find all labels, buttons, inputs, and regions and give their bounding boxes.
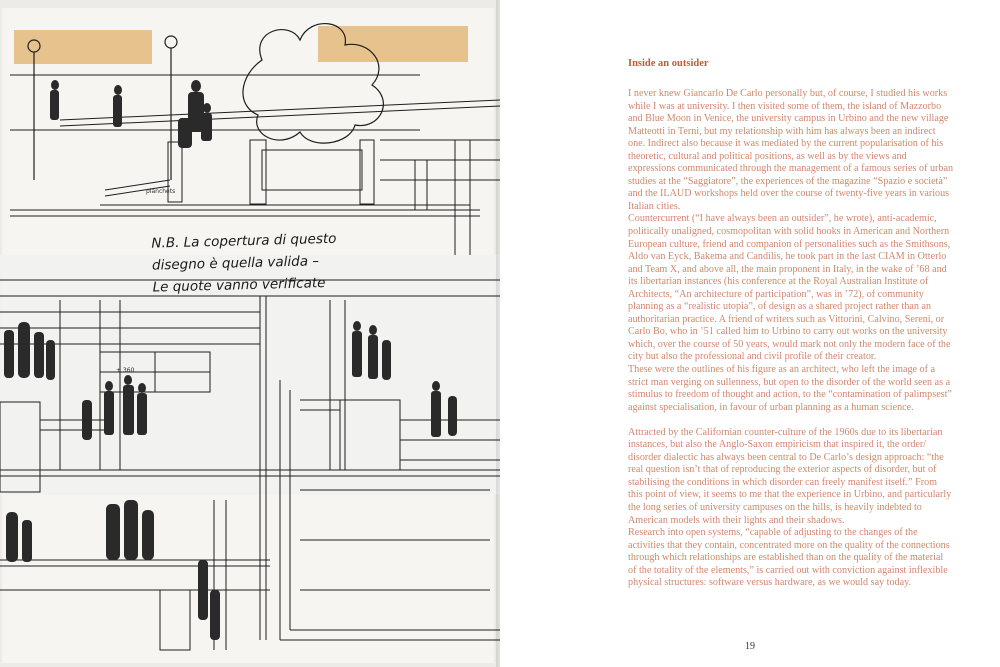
page-number: 19 <box>745 641 755 652</box>
handwritten-note <box>151 227 349 298</box>
note-line: disegno è quella valida – <box>151 253 320 274</box>
paragraph: These were the outlines of his figure as an architect, who left the image of a strict man verging on sullenness, but open to the disorder of the world seen as a stimulus to freedom of thought and action, to the “contamination of palimpsest” against specialisation, in favour of urban planning as a human science. <box>628 364 952 413</box>
note-line: Le quote vanno verificate <box>152 275 326 296</box>
sketch-label: planchets <box>146 188 176 195</box>
masking-tape <box>14 30 152 64</box>
paragraph: I never knew Giancarlo De Carlo personally but, of course, I studied his works while I was at university. I then visited some of them, the island of Mazzorbo and Blue Moon in Venice, the university campus in Urbino and the new village Matteotti in Terni, but my relationship with him has always been an indirect one. Indirect also because it was mediated by the current popularisation of his theoretic, cultural and political positions, as well as by the views and expressions communicated through the management of a famous series of urban studies at the “Saggiatore”, the experiences of the magazine “Spazio e società” and the ILAUD workshops held over the course of twenty-five years in various Italian cities. <box>628 88 954 212</box>
essay-body <box>628 88 954 590</box>
sketch-label: + 360 <box>116 367 135 374</box>
section-heading: Inside an outsider <box>628 58 709 69</box>
note-line: N.B. La copertura di questo <box>151 230 337 252</box>
right-page-text <box>500 0 1000 667</box>
paragraph: Research into open systems, “capable of adjusting to the changes of the activities that they contain, concentrated more on the quality of the connections through which relationships are established than on the quality of the material of the totality of the elements,” is carried out with conviction against inflexible physical structures: software versus hardware, as we would say today. <box>628 527 950 589</box>
masking-tape <box>318 26 468 62</box>
paragraph: Countercurrent (“I have always been an outsider”, he wrote), anti-academic, politically unaligned, cosmopolitan with solid hooks in American and Northern European culture, friend and companion of personalities such as the Smithsons, Aldo van Eyck, Bakema and Candilis, he took part in the last CIAM in Otterlo and Team X, and above all, the main proponent in Italy, in the wake of ’68 and its libertarian instances (his conference at the Royal Australian Institute of Architects, “An architecture of participation”, was in ’72), of community planning as a “realistic utopia”, of design as a shared project rather than an authoritarian practice. A friend of writers such as Vittorini, Calvino, Sereni, or Carlo Bo, who in ’51 called him to Urbino to carry out works on the university which, over the course of 50 years, would mark not only the modern face of the city but also the professional and civil profile of their creator. <box>628 213 951 363</box>
paragraph: Attracted by the Californian counter-culture of the 1960s due to its libertarian instances, but also the Anglo-Saxon empiricism that inspired it, the order/ disorder dialectic has always been central to De Carlo’s design approach: “the real question isn’t that of reproducing the exterior aspects of disorder, but of stabilising the conditions in which disorder can freely manifest itself.” From this point of view, it seems to me that the experience in Urbino, and particularly the long series of university campuses on the hills, is heavily indebted to American models with their lights and their shadows. <box>628 426 952 526</box>
